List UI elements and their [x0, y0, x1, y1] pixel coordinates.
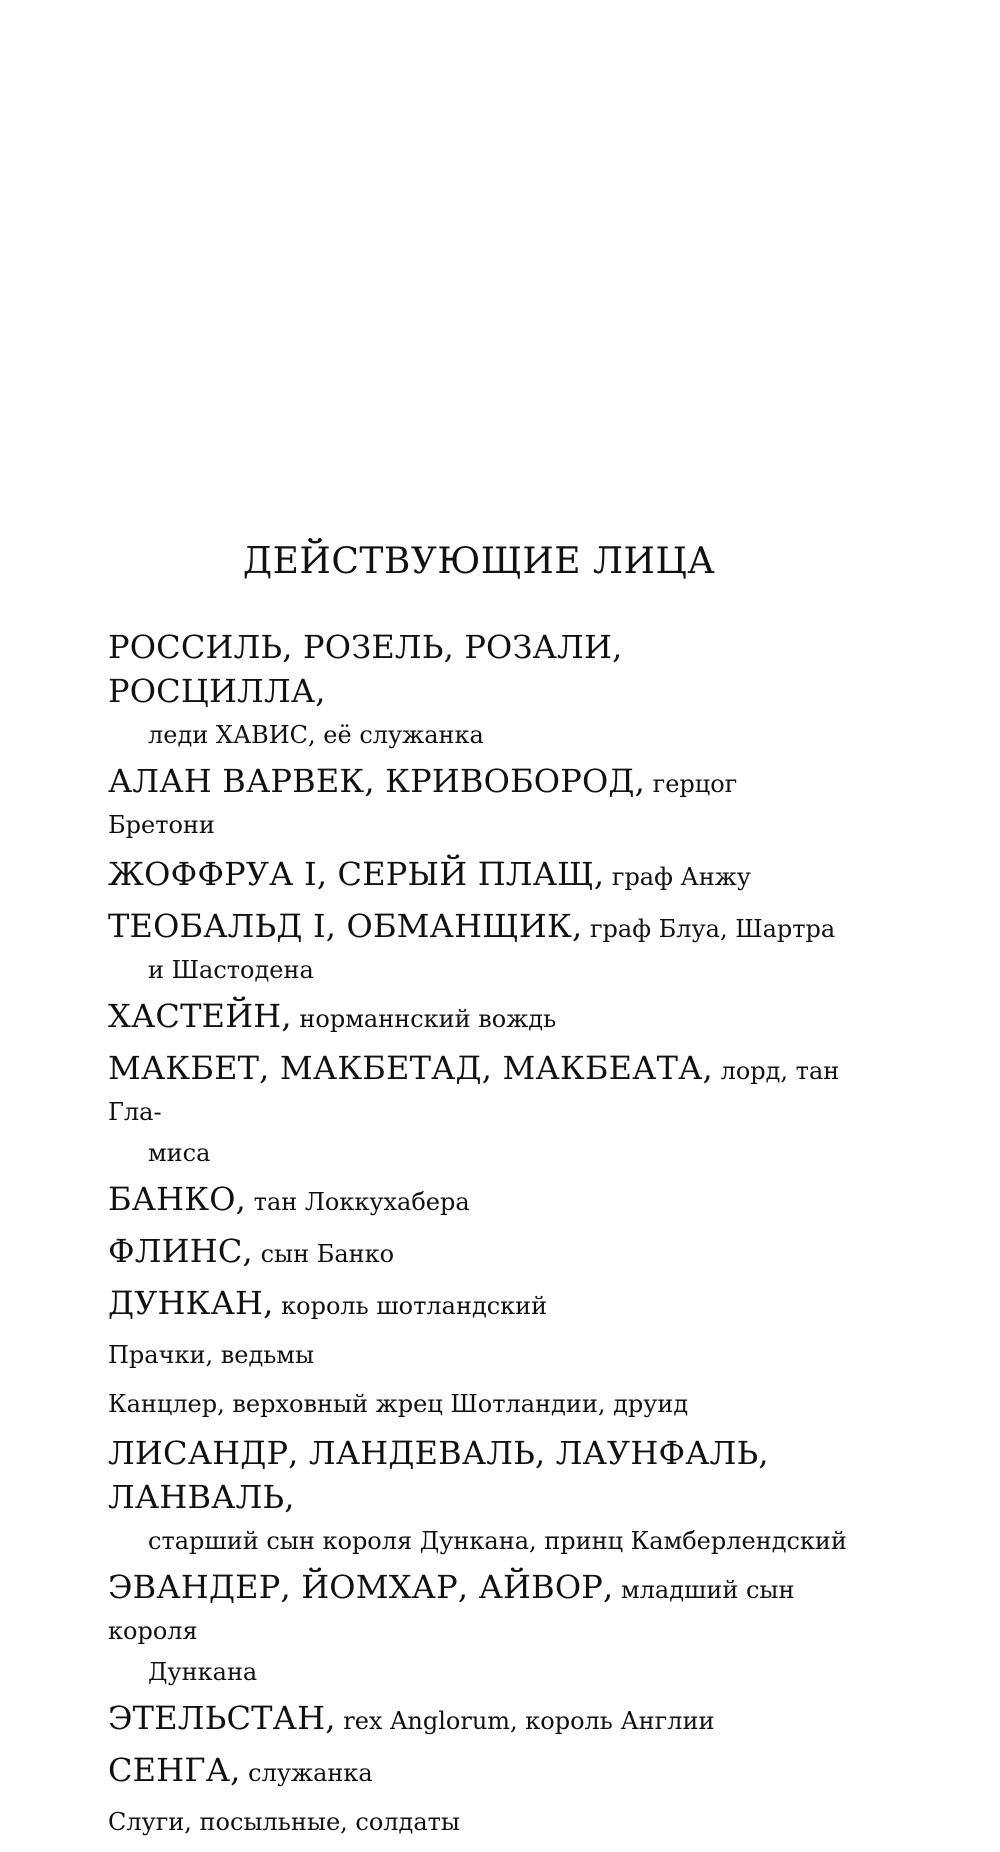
character-name: ЖОФФРУА I, СЕРЫЙ ПЛАЩ,	[108, 855, 605, 893]
cast-entry	[108, 1803, 848, 1844]
character-name: БАНКО,	[108, 1180, 247, 1218]
character-description: король шотландский	[273, 1292, 548, 1320]
cast-entry	[108, 1385, 848, 1426]
cast-entry	[108, 628, 848, 754]
character-group: Прачки, ведьмы	[108, 1341, 315, 1369]
character-description-continued: и Шастодена	[148, 956, 314, 984]
character-description: норманнский вождь	[291, 1005, 557, 1033]
character-description: служанка	[240, 1759, 373, 1787]
character-description: лорд, тан Гла-	[108, 1057, 840, 1126]
cast-entry	[108, 762, 848, 847]
character-description: тан Локкухабера	[246, 1188, 470, 1216]
character-description-continued: леди ХАВИС, её служанка	[148, 721, 484, 749]
cast-list	[108, 628, 848, 1852]
character-description: герцог Бретони	[108, 770, 738, 839]
cast-entry	[108, 1336, 848, 1377]
character-group: Канцлер, верховный жрец Шотландии, друид	[108, 1390, 689, 1418]
cast-entry	[108, 855, 848, 899]
character-name: ЛИСАНДР, ЛАНДЕВАЛЬ, ЛАУНФАЛЬ, ЛАНВАЛЬ,	[108, 1434, 769, 1516]
cast-entry	[108, 1284, 848, 1328]
cast-entry	[108, 1699, 848, 1743]
character-description: граф Блуа, Шартра	[582, 915, 836, 943]
cast-entry	[108, 907, 848, 989]
cast-entry	[108, 1180, 848, 1224]
cast-entry	[108, 1434, 848, 1560]
character-name: СЕНГА,	[108, 1751, 241, 1789]
character-description: граф Анжу	[604, 863, 751, 891]
character-name: ТЕОБАЛЬД I, ОБМАНЩИК,	[108, 907, 583, 945]
character-name: ЭВАНДЕР, ЙОМХАР, АЙВОР,	[108, 1568, 614, 1606]
cast-entry	[108, 997, 848, 1041]
character-name: РОССИЛЬ, РОЗЕЛЬ, РОЗАЛИ, РОСЦИЛЛА,	[108, 628, 623, 710]
character-description: rex Anglorum, король Англии	[335, 1707, 715, 1735]
cast-entry	[108, 1751, 848, 1795]
character-description-continued: миса	[148, 1139, 211, 1167]
character-description: младший сын короля	[108, 1576, 795, 1645]
character-name: ДУНКАН,	[108, 1284, 274, 1322]
cast-entry	[108, 1568, 848, 1691]
character-description-continued: Дункана	[148, 1658, 258, 1686]
character-name: АЛАН ВАРВЕК, КРИВОБОРОД,	[108, 762, 645, 800]
page-title: ДЕЙСТВУЮЩИЕ ЛИЦА	[242, 541, 716, 582]
character-description-continued: старший сын короля Дункана, принц Камберлендский	[148, 1527, 847, 1555]
character-name: ЭТЕЛЬСТАН,	[108, 1699, 336, 1737]
character-name: ФЛИНС,	[108, 1232, 253, 1270]
cast-entry	[108, 1049, 848, 1172]
character-group: Слуги, посыльные, солдаты	[108, 1808, 461, 1836]
character-description: сын Банко	[252, 1240, 395, 1268]
character-name: ХАСТЕЙН,	[108, 997, 292, 1035]
cast-entry	[108, 1232, 848, 1276]
character-name: МАКБЕТ, МАКБЕТАД, МАКБЕАТА,	[108, 1049, 713, 1087]
